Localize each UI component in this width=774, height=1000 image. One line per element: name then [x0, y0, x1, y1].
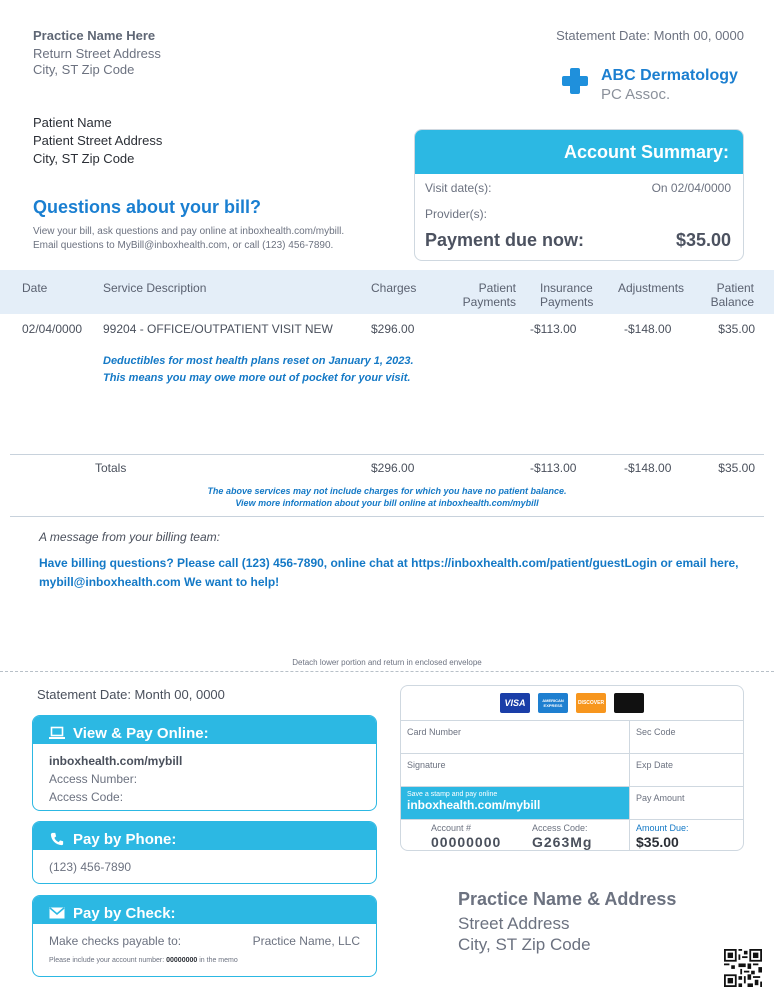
detach-dashed-line [0, 671, 774, 672]
totals-charges: $296.00 [371, 461, 415, 475]
pay-phone-header [33, 822, 376, 850]
row-balance: $35.00 [718, 322, 755, 336]
totals-label: Totals [95, 461, 127, 475]
check-memo-note [49, 957, 238, 964]
phone-icon [49, 832, 65, 846]
save-stamp-banner[interactable] [401, 786, 629, 819]
pay-check-box [32, 895, 377, 977]
mastercard-logo-icon [614, 693, 644, 713]
col-insurance-payments-line1: Insurance [540, 281, 593, 295]
row-service: 99204 - OFFICE/OUTPATIENT VISIT NEW [103, 322, 333, 336]
laptop-icon [49, 726, 65, 740]
col-patient-balance-line2: Balance [710, 295, 754, 309]
access-code-value: G263Mg [532, 834, 593, 850]
payment-due-row [425, 230, 731, 251]
totals-adjustments: -$148.00 [624, 461, 672, 475]
pay-phone-box [32, 821, 377, 884]
col-patient-payments-line2: Payments [462, 295, 516, 309]
pay-phone-number: (123) 456-7890 [49, 860, 132, 874]
totals-balance: $35.00 [718, 461, 755, 475]
pay-amount-field[interactable]: Pay Amount [629, 786, 744, 819]
account-summary [414, 129, 744, 261]
account-number-label: Account # [431, 823, 472, 833]
col-insurance-payments [540, 281, 593, 309]
questions-title: Questions about your bill? [33, 197, 262, 217]
amount-due-value: $35.00 [636, 834, 679, 850]
row-insurance: -$113.00 [530, 322, 577, 336]
col-charges: Charges [371, 281, 417, 295]
visit-date-value: On 02/04/0000 [651, 181, 731, 195]
discover-logo-icon: DISCOVER [576, 693, 606, 713]
save-stamp-url[interactable]: inboxhealth.com/mybill [407, 798, 541, 812]
col-date: Date [22, 281, 48, 295]
check-memo-suffix: in the memo [197, 957, 238, 964]
amount-due-label: Amount Due: [636, 823, 689, 833]
access-code-label: Access Code: [49, 790, 124, 804]
deductible-note-line-1: Deductibles for most health plans reset on January 1, 2023. [103, 355, 414, 367]
account-summary-title: Account Summary: [415, 130, 743, 174]
account-number-value: 00000000 [431, 834, 502, 850]
payment-due-label: Payment due now: [425, 230, 585, 250]
visa-logo-icon: VISA [500, 693, 530, 713]
patient-city: City, ST Zip Code [33, 151, 135, 166]
col-patient-balance-line1: Patient [716, 281, 754, 295]
message-title: A message from your billing team: [39, 530, 220, 544]
totals-top-rule [10, 454, 764, 455]
access-code-label-form: Access Code: [532, 823, 588, 833]
services-info-line-1: The above services may not include charges for which you have no patient balance. [207, 486, 567, 496]
return-city: City, ST Zip Code [33, 62, 135, 77]
visit-date-row [425, 181, 731, 195]
access-number-label: Access Number: [49, 772, 138, 786]
return-address-city: City, ST Zip Code [458, 935, 591, 954]
col-patient-balance [700, 281, 754, 309]
signature-field[interactable]: Signature [401, 753, 629, 786]
exp-date-field[interactable]: Exp Date [629, 753, 744, 786]
totals-insurance: -$113.00 [530, 461, 577, 475]
checks-payable-value: Practice Name, LLC [252, 934, 360, 948]
message-body: Have billing questions? Please call (123) 456-7890, online chat at https://inboxhealth.com/patient/guestLogin or email here, mybill@inboxhealth.com We want to help! [39, 556, 739, 589]
deductible-note-line-2: This means you may owe more out of pocket for your visit. [103, 372, 411, 384]
account-info-cell [401, 819, 629, 851]
sec-code-field[interactable]: Sec Code [629, 720, 744, 753]
medical-cross-logo-icon [562, 68, 588, 94]
pay-phone-title: Pay by Phone: [73, 830, 177, 848]
info-bottom-rule [10, 516, 764, 517]
payment-due-value: $35.00 [675, 230, 731, 250]
pay-online-url[interactable]: inboxhealth.com/mybill [49, 754, 183, 768]
pay-check-header [33, 896, 376, 924]
col-service: Service Description [103, 281, 207, 295]
provider-row [425, 207, 731, 221]
questions-line-1: View your bill, ask questions and pay online at inboxhealth.com/mybill. [33, 226, 345, 237]
row-charges: $296.00 [371, 322, 415, 336]
qr-code-icon [724, 949, 762, 987]
card-logos [401, 686, 743, 720]
pay-check-title: Pay by Check: [73, 904, 176, 922]
col-patient-payments [448, 281, 516, 309]
detach-instruction: Detach lower portion and return in enclosed envelope [292, 658, 482, 667]
pay-online-title: View & Pay Online: [73, 724, 209, 742]
statement-date-lower: Statement Date: Month 00, 0000 [37, 687, 225, 702]
col-insurance-payments-line2: Payments [540, 295, 594, 309]
col-patient-payments-line1: Patient [478, 281, 516, 295]
pay-online-header [33, 716, 376, 744]
provider-label: Provider(s): [425, 207, 488, 221]
pay-online-box [32, 715, 377, 811]
check-memo-number: 00000000 [166, 957, 198, 964]
statement-date: Statement Date: Month 00, 0000 [556, 28, 744, 43]
practice-name: Practice Name Here [33, 28, 156, 43]
patient-street: Patient Street Address [33, 133, 163, 148]
row-date: 02/04/0000 [22, 322, 83, 336]
checks-payable-label: Make checks payable to: [49, 934, 182, 948]
card-payment-form [400, 685, 744, 851]
questions-line-2: Email questions to MyBill@inboxhealth.com, or call (123) 456-7890. [33, 240, 334, 251]
row-adjustments: -$148.00 [624, 322, 672, 336]
amount-due-cell [629, 819, 744, 851]
patient-name: Patient Name [33, 115, 112, 130]
logo-title: ABC Dermatology [601, 67, 738, 84]
charges-table-header [0, 270, 774, 314]
envelope-icon [49, 906, 65, 920]
return-address-street: Street Address [458, 914, 570, 933]
col-adjustments: Adjustments [618, 281, 685, 295]
return-street: Return Street Address [33, 46, 161, 61]
save-stamp-text: Save a stamp and pay online [407, 791, 498, 798]
logo-subtitle: PC Assoc. [601, 86, 671, 103]
amex-logo-icon: AMERICAN EXPRESS [538, 693, 568, 713]
visit-date-label: Visit date(s): [425, 181, 492, 195]
card-number-field[interactable]: Card Number [401, 720, 629, 753]
return-address-name: Practice Name & Address [458, 889, 677, 909]
services-info-line-2: View more information about your bill online at inboxhealth.com/mybill [235, 498, 539, 508]
check-memo-prefix: Please include your account number: [49, 957, 167, 964]
